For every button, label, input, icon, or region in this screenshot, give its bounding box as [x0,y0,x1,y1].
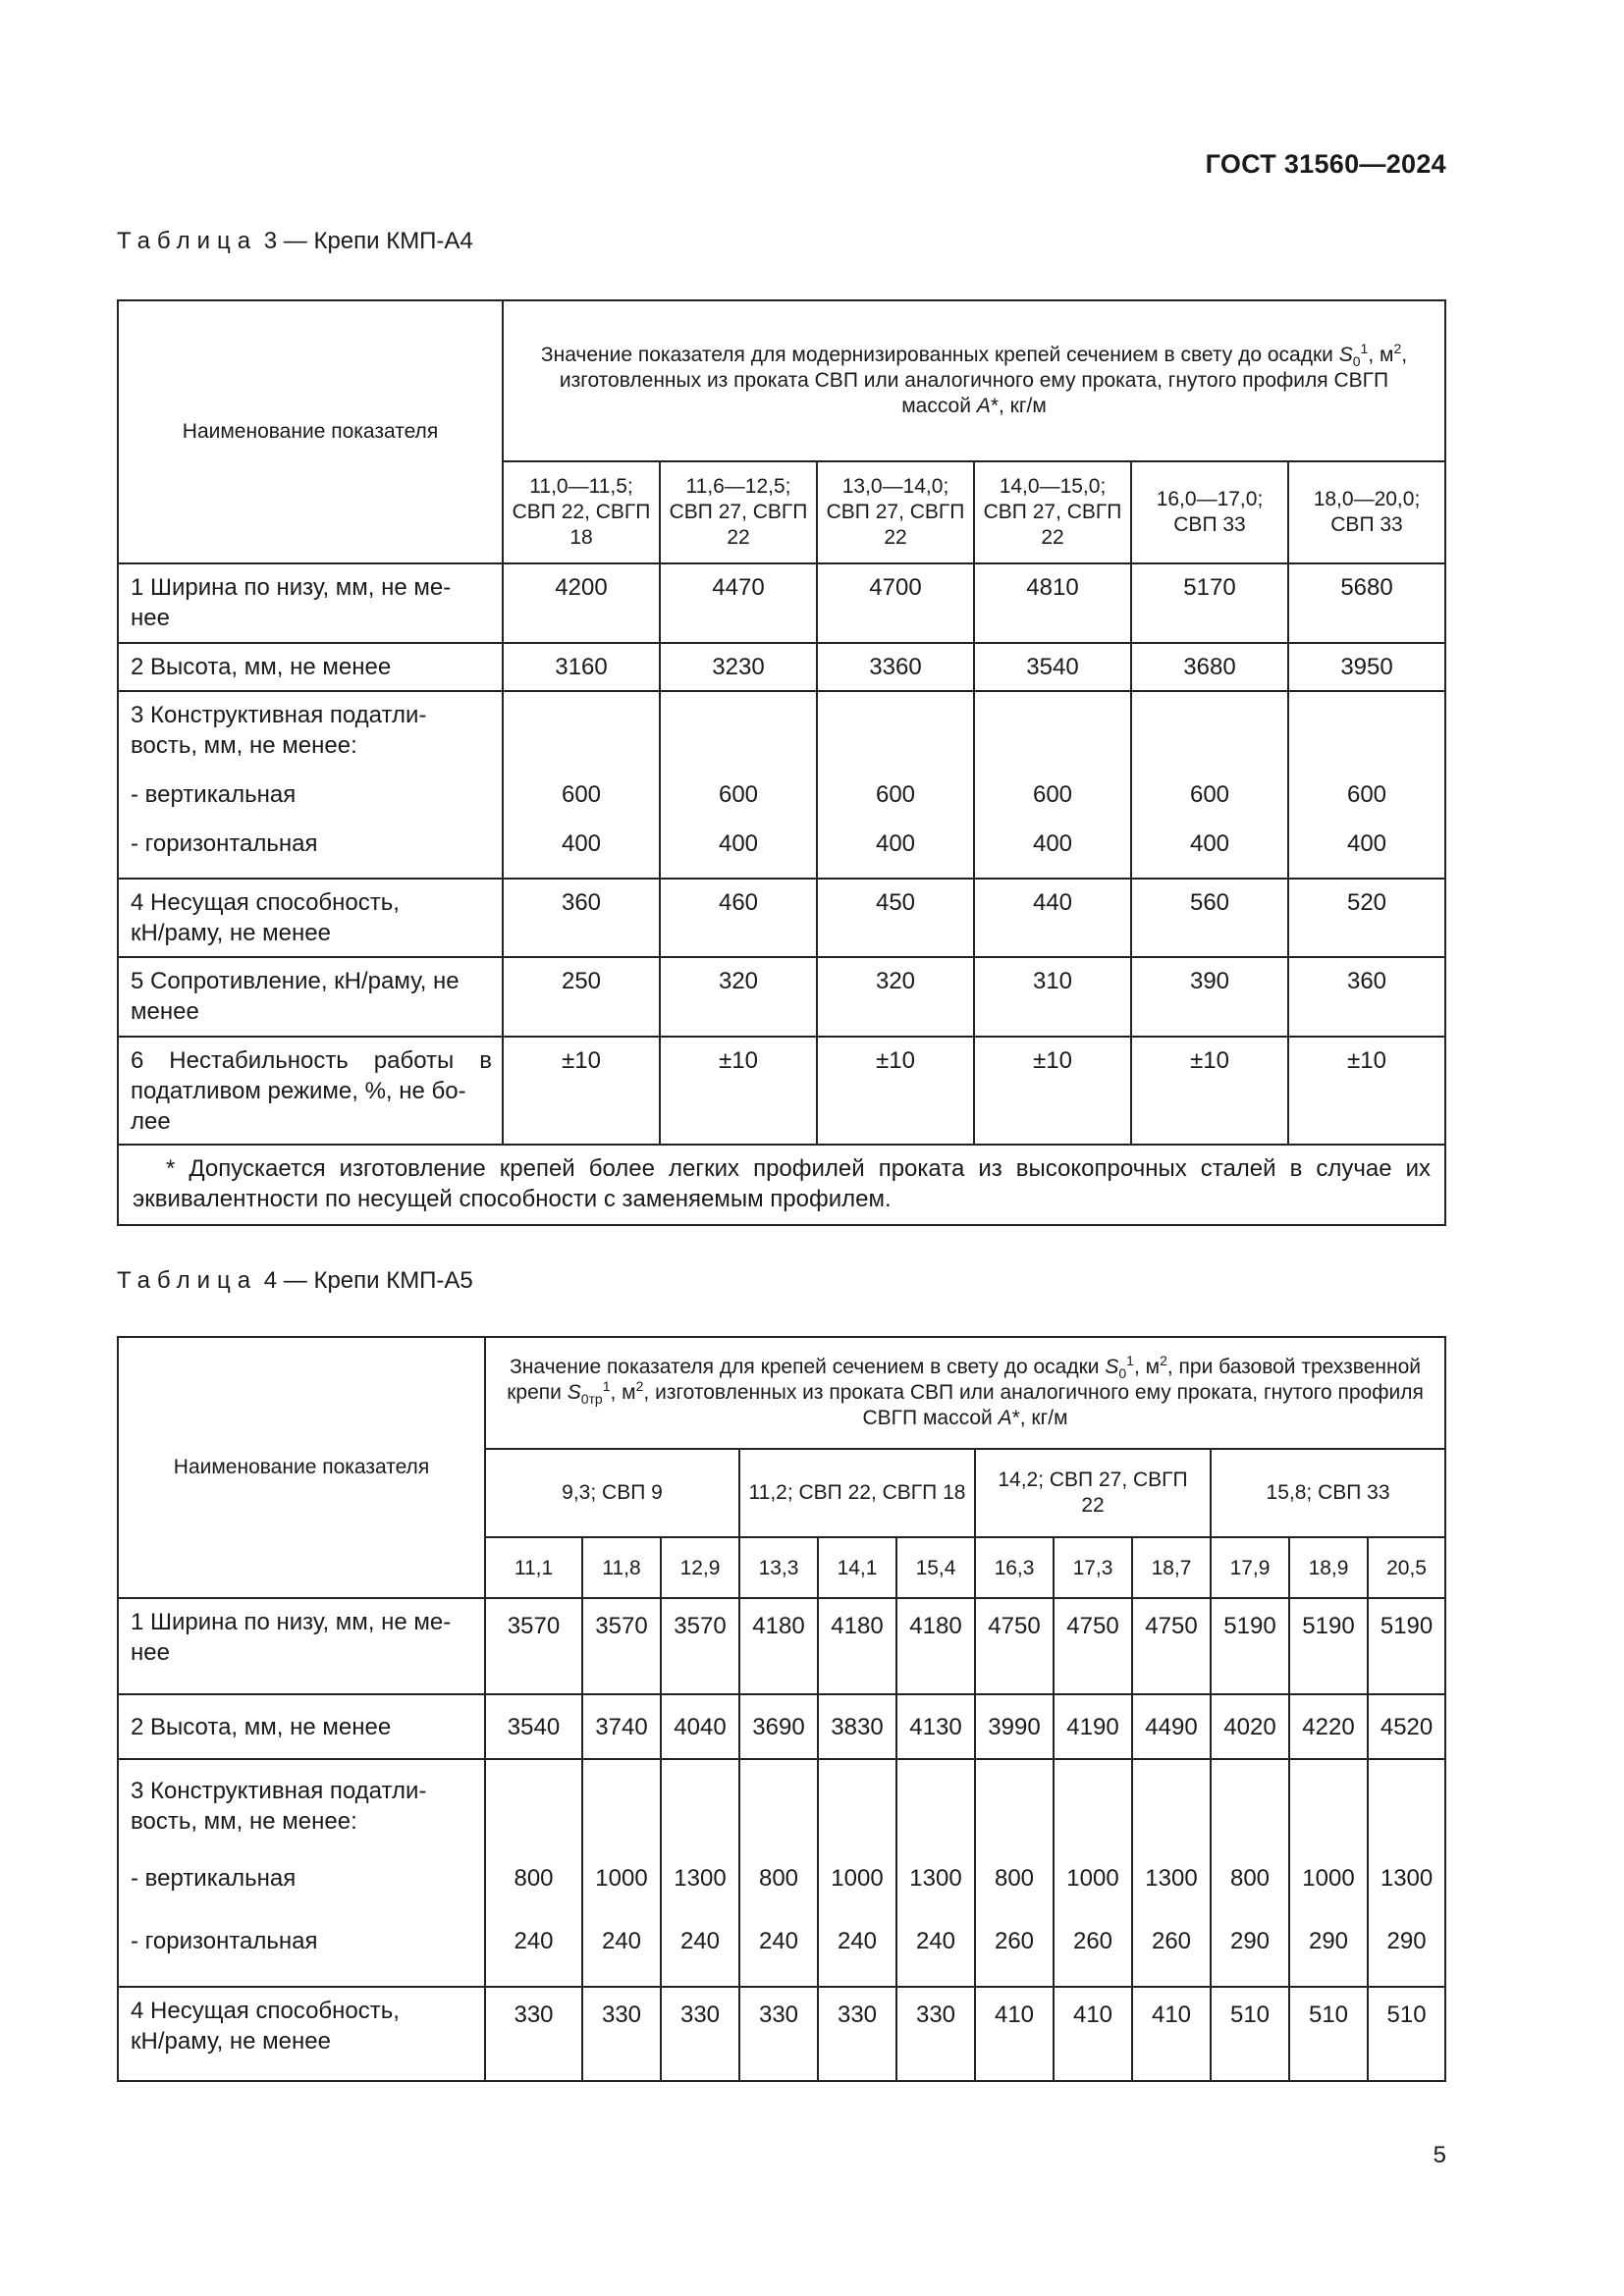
table-cell: 390 [1131,957,1288,1037]
table-cell: 3540 [485,1694,582,1759]
table-cell: 410 [1132,1987,1211,2081]
table3-column-header: 13,0—14,0; СВП 27, СВГП 22 [817,461,974,563]
table-cell: 510 [1211,1987,1289,2081]
table-cell: 1000 290 [1289,1759,1368,1987]
table-cell: 3230 [660,643,817,691]
table3-caption: Таблица 3 — Крепи КМП-А4 [117,228,473,254]
table-cell: ±10 [1131,1037,1288,1145]
table-cell: 460 [660,879,817,957]
table4-group-header: 11,2; СВП 22, СВГП 18 [739,1449,975,1537]
table4-subcolumn-header: 17,9 [1211,1537,1289,1598]
table-cell: 4020 [1211,1694,1289,1759]
table4-subcolumn-header: 12,9 [661,1537,739,1598]
row-label: 6 Нестабильность работы в податливом режиме, %, не бо- лее [118,1037,503,1145]
table-cell: 4750 [1054,1598,1132,1694]
table-cell: 250 [503,957,660,1037]
table4-caption: Таблица 4 — Крепи КМП-А5 [117,1267,473,1294]
table-cell: 1300 240 [896,1759,975,1987]
table-cell: 4220 [1289,1694,1368,1759]
table-cell: ±10 [660,1037,817,1145]
table-cell: 4750 [975,1598,1054,1694]
table-cell: 800 240 [739,1759,818,1987]
table-cell: 4180 [896,1598,975,1694]
table3-value-header: Значение показателя для модернизированных крепей сечением в свету до осадки $S_0^1$, $м^2$, изготовленных из проката СВП или аналогичного ему проката, гнутого профиля СВГП массой A*, кг/м [503,300,1445,461]
table-cell: ±10 [817,1037,974,1145]
table-cell: 330 [485,1987,582,2081]
table-cell: 3680 [1131,643,1288,691]
table-cell: 600 400 [1288,691,1445,879]
table4-subcolumn-header: 15,4 [896,1537,975,1598]
table-cell: 600 400 [1131,691,1288,879]
table-cell: 320 [817,957,974,1037]
table-row [118,1987,1445,2081]
table-cell: 5680 [1288,563,1445,643]
table-cell: 3570 [485,1598,582,1694]
table-cell: 800 240 [485,1759,582,1987]
table4-subcolumn-header: 20,5 [1368,1537,1445,1598]
table-cell: 4190 [1054,1694,1132,1759]
row-label: 4 Несущая способность, кН/раму, не менее [118,1987,485,2081]
table-row [118,1759,1445,1987]
page-number: 5 [1433,2142,1446,2168]
row-label: 4 Несущая способность, кН/раму, не менее [118,879,503,957]
table-cell: 360 [503,879,660,957]
row-label: 2 Высота, мм, не менее [118,643,503,691]
table-cell: 4470 [660,563,817,643]
table-cell: 3830 [818,1694,896,1759]
table-cell: 360 [1288,957,1445,1037]
table-cell: 3950 [1288,643,1445,691]
table4-value-header: Значение показателя для крепей сечением в свету до осадки $S_0^1$, $м^2$, при базовой трехзвенной крепи $S_{0тр}^1$, $м^2$, изготовленных из проката СВП или аналогичного ему проката, гнутого профиля СВГП массой A*, кг/м [485,1337,1445,1449]
table4-subcolumn-header: 18,9 [1289,1537,1368,1598]
table-cell: 410 [1054,1987,1132,2081]
table-cell: 330 [661,1987,739,2081]
table3-column-header: 14,0—15,0; СВП 27, СВГП 22 [974,461,1131,563]
table-cell: 1300 240 [661,1759,739,1987]
table-cell: 440 [974,879,1131,957]
table-cell: 4180 [739,1598,818,1694]
table-row [118,1694,1445,1759]
table-cell: 510 [1368,1987,1445,2081]
table-row [118,691,1445,879]
table-cell: 3740 [582,1694,661,1759]
table-cell: 410 [975,1987,1054,2081]
table4-subcolumn-header: 13,3 [739,1537,818,1598]
table4-group-header: 14,2; СВП 27, СВГП 22 [975,1449,1211,1537]
table-cell: ±10 [974,1037,1131,1145]
row-label: 3 Конструктивная податли- вость, мм, не менее: - вертикальная - горизонтальная [118,691,503,879]
table4-subcolumn-header: 18,7 [1132,1537,1211,1598]
table-cell: 330 [582,1987,661,2081]
table-cell: 4490 [1132,1694,1211,1759]
table4-group-header: 9,3; СВП 9 [485,1449,739,1537]
table3-column-header: 11,6—12,5; СВП 27, СВГП 22 [660,461,817,563]
table-row [118,879,1445,957]
table3-column-header: 11,0—11,5; СВП 22, СВГП 18 [503,461,660,563]
table-cell: 3540 [974,643,1131,691]
table-cell: 330 [818,1987,896,2081]
table4-subcolumn-header: 14,1 [818,1537,896,1598]
row-label: 1 Ширина по низу, мм, не ме- нее [118,1598,485,1694]
row-label: 5 Сопротивление, кН/раму, не менее [118,957,503,1037]
table3-column-header: 16,0—17,0; СВП 33 [1131,461,1288,563]
table-cell: 320 [660,957,817,1037]
table-cell: 600 400 [660,691,817,879]
table-cell: 3160 [503,643,660,691]
table-cell: 1000 240 [818,1759,896,1987]
document-id: ГОСТ 31560—2024 [1205,149,1446,179]
table4-subcolumn-header: 17,3 [1054,1537,1132,1598]
table3-name-header: Наименование показателя [118,300,503,563]
table-cell: 330 [896,1987,975,2081]
table4-group-header: 15,8; СВП 33 [1211,1449,1445,1537]
table-cell: 4200 [503,563,660,643]
table-cell: 510 [1289,1987,1368,2081]
table-cell: 600 400 [974,691,1131,879]
table-cell: 800 290 [1211,1759,1289,1987]
table-cell: 3690 [739,1694,818,1759]
table3 [117,299,1446,1226]
row-label: 3 Конструктивная податли- вость, мм, не менее: - вертикальная - горизонтальная [118,1759,485,1987]
table4-subcolumn-header: 16,3 [975,1537,1054,1598]
table4-subcolumn-header: 11,1 [485,1537,582,1598]
row-label: 2 Высота, мм, не менее [118,1694,485,1759]
table-cell: 520 [1288,879,1445,957]
table-cell: 560 [1131,879,1288,957]
table-cell: 4130 [896,1694,975,1759]
table-row [118,1598,1445,1694]
table-cell: 1300 260 [1132,1759,1211,1987]
table-cell: 450 [817,879,974,957]
table-cell: ±10 [503,1037,660,1145]
table3-note: * Допускается изготовление крепей более легких профилей проката из высокопрочных сталей в случае их эквивалентности по несущей способности с заменяемым профилем. [118,1145,1445,1225]
table-row [118,957,1445,1037]
table-cell: 800 260 [975,1759,1054,1987]
table-cell: 600 400 [817,691,974,879]
table-row [118,563,1445,643]
table-cell: 4520 [1368,1694,1445,1759]
table-cell: 4750 [1132,1598,1211,1694]
table-cell: ±10 [1288,1037,1445,1145]
table-cell: 1000 240 [582,1759,661,1987]
table-cell: 4700 [817,563,974,643]
table-cell: 5190 [1211,1598,1289,1694]
table-cell: 3990 [975,1694,1054,1759]
table-cell: 4180 [818,1598,896,1694]
table4-name-header: Наименование показателя [118,1337,485,1598]
table-cell: 5170 [1131,563,1288,643]
table-cell: 4810 [974,563,1131,643]
table3-column-header: 18,0—20,0; СВП 33 [1288,461,1445,563]
table-cell: 5190 [1289,1598,1368,1694]
table-cell: 1000 260 [1054,1759,1132,1987]
table4-subcolumn-header: 11,8 [582,1537,661,1598]
table-cell: 4040 [661,1694,739,1759]
table-cell: 3360 [817,643,974,691]
table4 [117,1336,1446,2082]
table-cell: 3570 [582,1598,661,1694]
table-row [118,1037,1445,1145]
table-row [118,643,1445,691]
table-cell: 5190 [1368,1598,1445,1694]
table-cell: 310 [974,957,1131,1037]
table-cell: 3570 [661,1598,739,1694]
table-cell: 1300 290 [1368,1759,1445,1987]
table-cell: 600 400 [503,691,660,879]
row-label: 1 Ширина по низу, мм, не ме- нее [118,563,503,643]
table-cell: 330 [739,1987,818,2081]
